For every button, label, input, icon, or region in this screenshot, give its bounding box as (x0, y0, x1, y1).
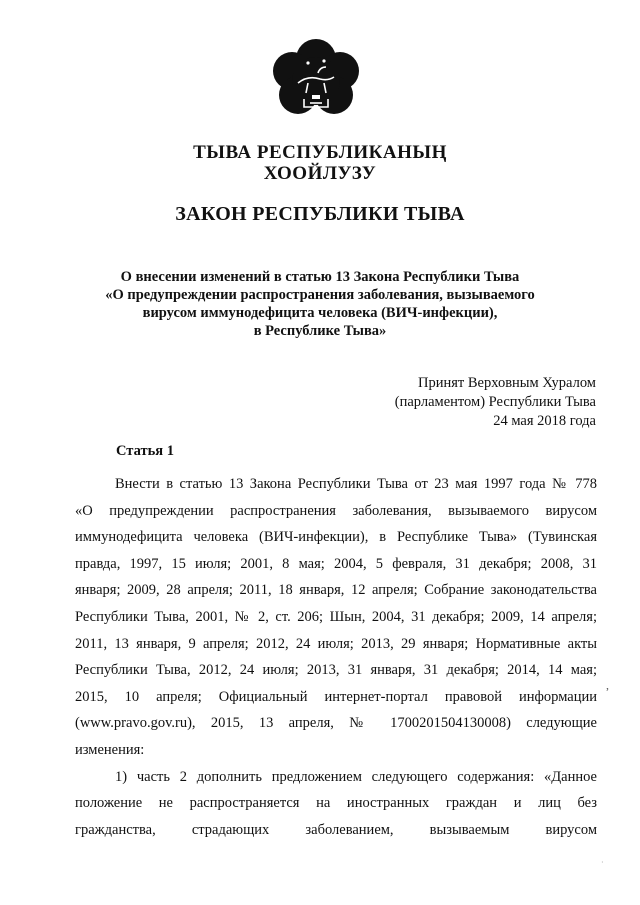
header-tyva-line2: ХООЙЛУЗУ (263, 163, 377, 184)
law-title (60, 268, 580, 340)
body-line: (www.pravo.gov.ru), 2015, 13 апреля, № 1700201504130008) следующие (75, 715, 597, 732)
article-heading: Статья 1 (116, 443, 174, 459)
body-line: «О предупреждении распространения заболевания, вызываемого вирусом (75, 502, 597, 519)
law-title-line: в Республике Тыва» (253, 323, 387, 339)
tyva-emblem-icon (268, 33, 364, 121)
body-line: иммунодефицита человека (ВИЧ-инфекции), в Республике Тыва» (Тувинская (75, 529, 597, 546)
body-line: 1) часть 2 дополнить предложением следующего содержания: «Данное (115, 768, 597, 785)
body-line: Внести в статью 13 Закона Республики Тыва от 23 мая 1997 года № 778 (115, 476, 597, 492)
header-russian-title: ЗАКОН РЕСПУБЛИКИ ТЫВА (175, 203, 465, 225)
scan-speck: , (606, 678, 609, 692)
body-line: положение не распространяется на иностранных граждан и лиц без (75, 795, 597, 812)
adoption-date: 24 мая 2018 года (493, 413, 596, 429)
adoption-line: (парламентом) Республики Тыва (394, 394, 596, 410)
body-line: Республики Тыва, 2001, № 2, ст. 206; Шын, 2004, 31 декабря; 2009, 14 апреля; (75, 608, 597, 625)
header-tyva-line1: ТЫВА РЕСПУБЛИКАНЫҢ (193, 142, 447, 163)
body-line: 2015, 10 апреля; Официальный интернет-портал правовой информации (75, 688, 597, 705)
body-line: правда, 1997, 15 июля; 2001, 8 мая; 2004, 5 февраля, 31 декабря; 2008, 31 (75, 555, 597, 572)
adoption-note (395, 374, 596, 431)
adoption-line: Принят Верховным Хуралом (418, 375, 596, 391)
body-line: января; 2009, 28 апреля; 2011, 18 января, 12 апреля; Собрание законодательства (75, 582, 597, 599)
scan-speck: · (601, 858, 604, 867)
article-body (75, 471, 597, 843)
body-line: Республики Тыва, 2012, 24 июля; 2013, 31 января, 31 декабря; 2014, 14 мая; (75, 662, 597, 679)
body-line: гражданства, страдающих заболеванием, вызываемым вирусом (75, 821, 597, 838)
law-title-line: вирусом иммунодефицита человека (ВИЧ-инфекции), (142, 305, 498, 321)
body-line: 2011, 13 января, 9 апреля; 2012, 24 июля; 2013, 29 января; Нормативные акты (75, 635, 597, 652)
law-title-line: О внесении изменений в статью 13 Закона Республики Тыва (120, 269, 520, 285)
body-line: изменения: (75, 741, 145, 758)
law-title-line: «О предупреждении распространения заболевания, вызываемого (105, 287, 535, 303)
